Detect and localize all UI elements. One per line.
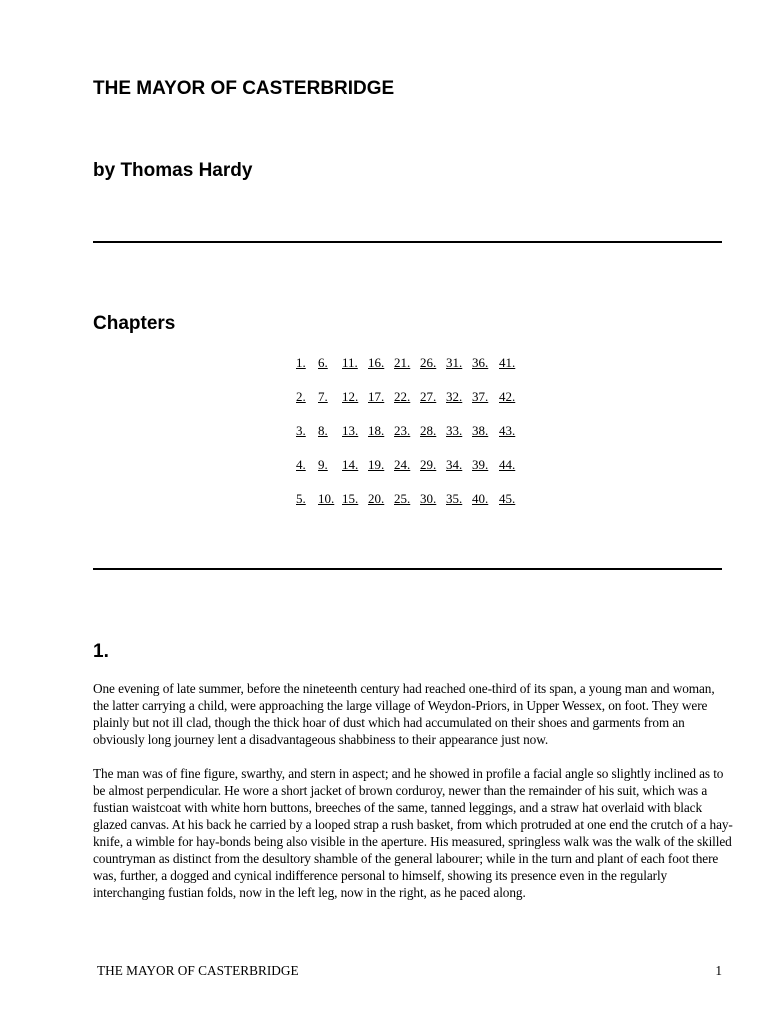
chapter-link[interactable]: 7. bbox=[318, 389, 328, 404]
chapter-link[interactable]: 17. bbox=[368, 389, 385, 404]
author-line: by Thomas Hardy bbox=[93, 160, 253, 181]
chapter-link[interactable]: 22. bbox=[394, 389, 411, 404]
chapter-link[interactable]: 38. bbox=[472, 423, 489, 438]
chapter-link[interactable]: 5. bbox=[296, 491, 306, 506]
chapter-link[interactable]: 4. bbox=[296, 457, 306, 472]
chapter-link[interactable]: 29. bbox=[420, 457, 437, 472]
chapter-row bbox=[292, 422, 532, 440]
chapter-link[interactable]: 16. bbox=[368, 355, 385, 370]
chapter-link[interactable]: 19. bbox=[368, 457, 385, 472]
chapter-link[interactable]: 33. bbox=[446, 423, 463, 438]
chapter-link[interactable]: 34. bbox=[446, 457, 463, 472]
footer-title: THE MAYOR OF CASTERBRIDGE bbox=[97, 963, 299, 978]
chapter-link[interactable]: 40. bbox=[472, 491, 489, 506]
chapter-link[interactable]: 39. bbox=[472, 457, 489, 472]
chapter-row bbox=[292, 354, 532, 372]
chapter-heading: 1. bbox=[93, 641, 109, 662]
chapter-link[interactable]: 6. bbox=[318, 355, 328, 370]
chapter-link[interactable]: 41. bbox=[499, 355, 516, 370]
chapter-link[interactable]: 26. bbox=[420, 355, 437, 370]
chapter-link[interactable]: 42. bbox=[499, 389, 516, 404]
chapter-link[interactable]: 2. bbox=[296, 389, 306, 404]
page-number: 1 bbox=[715, 963, 722, 978]
chapter-link[interactable]: 9. bbox=[318, 457, 328, 472]
chapter-link[interactable]: 3. bbox=[296, 423, 306, 438]
divider-rule bbox=[93, 241, 722, 243]
chapters-heading: Chapters bbox=[93, 313, 176, 334]
book-title: THE MAYOR OF CASTERBRIDGE bbox=[93, 78, 395, 99]
chapter-row bbox=[292, 456, 532, 474]
divider-rule bbox=[93, 568, 722, 570]
chapter-link[interactable]: 18. bbox=[368, 423, 385, 438]
chapter-link[interactable]: 1. bbox=[296, 355, 306, 370]
chapter-link[interactable]: 35. bbox=[446, 491, 463, 506]
chapter-link[interactable]: 11. bbox=[342, 355, 358, 370]
chapter-link[interactable]: 27. bbox=[420, 389, 437, 404]
chapter-link[interactable]: 30. bbox=[420, 491, 437, 506]
chapter-link[interactable]: 24. bbox=[394, 457, 411, 472]
chapter-link[interactable]: 45. bbox=[499, 491, 516, 506]
chapter-link[interactable]: 31. bbox=[446, 355, 463, 370]
chapter-link[interactable]: 32. bbox=[446, 389, 463, 404]
chapter-link[interactable]: 37. bbox=[472, 389, 489, 404]
chapter-link[interactable]: 20. bbox=[368, 491, 385, 506]
paragraph: One evening of late summer, before the nineteenth century had reached one-third of its span, a young man and woman, the latter carrying a child, were approaching the large village of Weydon-Priors, in Upper Wessex, on foot. They were plainly but not ill clad, though the thick hoar of dust which had accumulated on their shoes and garments from an obviously long journey lent a disadvantageous shabbiness to their appearance just now. bbox=[93, 681, 715, 747]
chapter-link[interactable]: 21. bbox=[394, 355, 411, 370]
chapter-link[interactable]: 25. bbox=[394, 491, 411, 506]
chapter-link[interactable]: 43. bbox=[499, 423, 516, 438]
chapter-link[interactable]: 13. bbox=[342, 423, 359, 438]
chapter-link[interactable]: 44. bbox=[499, 457, 516, 472]
chapter-link[interactable]: 14. bbox=[342, 457, 359, 472]
chapter-row bbox=[292, 388, 532, 406]
chapter-link[interactable]: 12. bbox=[342, 389, 359, 404]
chapter-row bbox=[292, 490, 532, 508]
chapter-link[interactable]: 10. bbox=[318, 491, 335, 506]
chapter-link[interactable]: 8. bbox=[318, 423, 328, 438]
chapter-link[interactable]: 28. bbox=[420, 423, 437, 438]
chapter-link[interactable]: 23. bbox=[394, 423, 411, 438]
paragraph: The man was of fine figure, swarthy, and stern in aspect; and he showed in profile a facial angle so slightly inclined as to be almost perpendicular. He wore a short jacket of brown corduroy, newer than the remainder of his suit, which was a fustian waistcoat with white horn buttons, breeches of the same, tanned leggings, and a straw hat overlaid with black glazed canvas. At his back he carried by a looped strap a rush basket, from which protruded at one end the crutch of a hay-knife, a wimble for hay-bonds being also visible in the aperture. His measured, springless walk was the walk of the skilled countryman as distinct from the desultory shamble of the general labourer; while in the turn and plant of each foot there was, further, a dogged and cynical indifference personal to himself, showing its presence even in the regularly interchanging fustian folds, now in the left leg, now in the right, as he paced along. bbox=[93, 766, 733, 900]
chapter-index bbox=[292, 354, 532, 514]
chapter-link[interactable]: 36. bbox=[472, 355, 489, 370]
chapter-link[interactable]: 15. bbox=[342, 491, 359, 506]
